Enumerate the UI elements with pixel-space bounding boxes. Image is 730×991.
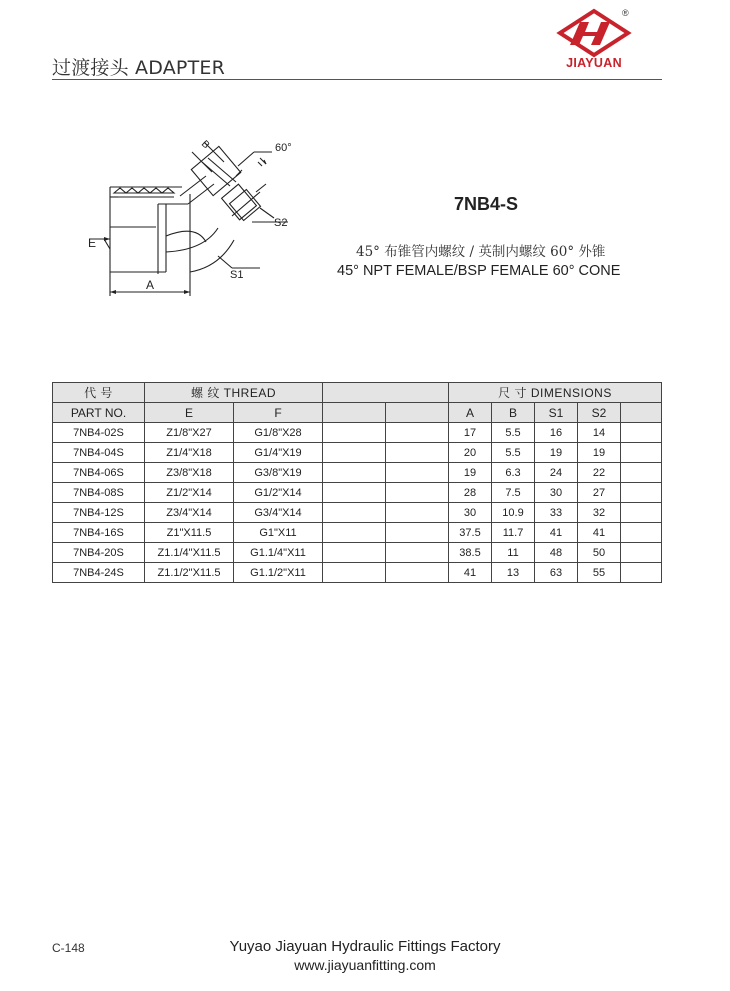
cell-e: Z1/4"X18: [145, 443, 234, 463]
cell-s1: 41: [535, 523, 578, 543]
cell-a: 17: [449, 423, 492, 443]
cell-part: 7NB4-02S: [53, 423, 145, 443]
header-col-e: E: [145, 403, 234, 423]
cell-part: 7NB4-16S: [53, 523, 145, 543]
cell-e: Z1"X11.5: [145, 523, 234, 543]
header-col-b: B: [492, 403, 535, 423]
cell-blank: [621, 443, 662, 463]
cell-blank: [386, 423, 449, 443]
cell-part: 7NB4-24S: [53, 563, 145, 583]
cell-b: 7.5: [492, 483, 535, 503]
cell-blank: [621, 483, 662, 503]
table-row: [53, 543, 662, 563]
cell-s2: 27: [578, 483, 621, 503]
cell-b: 5.5: [492, 423, 535, 443]
cell-b: 11: [492, 543, 535, 563]
cell-s1: 63: [535, 563, 578, 583]
cell-b: 6.3: [492, 463, 535, 483]
dim-b-label: B: [198, 138, 212, 152]
cell-part: 7NB4-06S: [53, 463, 145, 483]
header-blank-cell: [323, 403, 386, 423]
cell-blank: [323, 563, 386, 583]
table-header-row-2: [53, 403, 662, 423]
fitting-technical-drawing: [84, 132, 314, 302]
cell-f: G1/4"X19: [234, 443, 323, 463]
logo-text: JIAYUAN: [566, 56, 622, 70]
page-number: C-148: [52, 941, 85, 955]
cell-blank: [621, 563, 662, 583]
cell-s1: 30: [535, 483, 578, 503]
table-header-row-1: [53, 383, 662, 403]
cell-f: G1.1/4"X11: [234, 543, 323, 563]
header-col-f: F: [234, 403, 323, 423]
cell-a: 41: [449, 563, 492, 583]
cell-s2: 41: [578, 523, 621, 543]
header-part-no: PART NO.: [53, 403, 145, 423]
footer-company: Yuyao Jiayuan Hydraulic Fittings Factory: [229, 938, 501, 955]
cell-e: Z1/2"X14: [145, 483, 234, 503]
spec-table-body: [53, 423, 662, 583]
dim-s1-label: S1: [230, 269, 244, 281]
cell-part: 7NB4-04S: [53, 443, 145, 463]
cell-a: 30: [449, 503, 492, 523]
header-blank-cell: [621, 403, 662, 423]
cell-s1: 48: [535, 543, 578, 563]
cell-blank: [323, 503, 386, 523]
jiayuan-logo: [556, 8, 632, 76]
cell-b: 10.9: [492, 503, 535, 523]
cell-s1: 24: [535, 463, 578, 483]
cell-part: 7NB4-12S: [53, 503, 145, 523]
cell-e: Z3/4"X14: [145, 503, 234, 523]
cell-s1: 33: [535, 503, 578, 523]
cell-f: G1"X11: [234, 523, 323, 543]
cell-blank: [621, 543, 662, 563]
table-row: [53, 423, 662, 443]
table-row: [53, 563, 662, 583]
cell-blank: [323, 423, 386, 443]
cell-s2: 22: [578, 463, 621, 483]
cell-s2: 32: [578, 503, 621, 523]
cell-blank: [386, 463, 449, 483]
cell-a: 19: [449, 463, 492, 483]
cell-blank: [621, 503, 662, 523]
header-blank: [323, 383, 449, 403]
spec-table: [52, 382, 662, 583]
cell-blank: [323, 523, 386, 543]
cell-blank: [386, 563, 449, 583]
table-row: [53, 523, 662, 543]
table-row: [53, 443, 662, 463]
cell-f: G3/4"X14: [234, 503, 323, 523]
dim-e-label: E: [88, 236, 97, 250]
header-part-cn: 代 号: [53, 383, 145, 403]
cell-blank: [386, 543, 449, 563]
page-title: 过渡接头 ADAPTER: [52, 57, 226, 79]
header-blank-cell: [386, 403, 449, 423]
cell-blank: [323, 483, 386, 503]
cell-s2: 55: [578, 563, 621, 583]
cell-part: 7NB4-08S: [53, 483, 145, 503]
cell-blank: [323, 443, 386, 463]
cell-s2: 19: [578, 443, 621, 463]
cell-s2: 50: [578, 543, 621, 563]
product-description-en: 45° NPT FEMALE/BSP FEMALE 60° CONE: [337, 263, 621, 279]
cell-f: G1/8"X28: [234, 423, 323, 443]
cell-e: Z1.1/4"X11.5: [145, 543, 234, 563]
table-row: [53, 483, 662, 503]
product-code: 7NB4-S: [454, 194, 519, 214]
angle-label: 60°: [275, 142, 292, 154]
cell-blank: [386, 443, 449, 463]
cell-e: Z3/8"X18: [145, 463, 234, 483]
cell-blank: [386, 483, 449, 503]
cell-b: 5.5: [492, 443, 535, 463]
header-col-s2: S2: [578, 403, 621, 423]
header-col-s1: S1: [535, 403, 578, 423]
table-row: [53, 463, 662, 483]
logo-mark-icon: [556, 8, 632, 58]
cell-f: G3/8"X19: [234, 463, 323, 483]
cell-f: G1.1/2"X11: [234, 563, 323, 583]
cell-blank: [386, 523, 449, 543]
registered-mark: ®: [622, 8, 629, 18]
cell-e: Z1.1/2"X11.5: [145, 563, 234, 583]
footer-url: www.jiayuanfitting.com: [294, 957, 436, 973]
cell-blank: [386, 503, 449, 523]
dim-a-label: A: [146, 278, 155, 292]
cell-s1: 16: [535, 423, 578, 443]
cell-s2: 14: [578, 423, 621, 443]
cell-part: 7NB4-20S: [53, 543, 145, 563]
cell-blank: [323, 543, 386, 563]
cell-blank: [621, 523, 662, 543]
cell-a: 37.5: [449, 523, 492, 543]
product-description-cn: 45° 布锥管内螺纹 / 英制内螺纹 60° 外锥: [356, 244, 606, 260]
cell-a: 20: [449, 443, 492, 463]
cell-blank: [323, 463, 386, 483]
table-row: [53, 503, 662, 523]
header-col-a: A: [449, 403, 492, 423]
cell-b: 11.7: [492, 523, 535, 543]
dim-s2-label: S2: [274, 217, 288, 229]
cell-a: 28: [449, 483, 492, 503]
header-thread: 螺 纹 THREAD: [145, 383, 323, 403]
header-dimensions: 尺 寸 DIMENSIONS: [449, 383, 662, 403]
cell-b: 13: [492, 563, 535, 583]
cell-f: G1/2"X14: [234, 483, 323, 503]
cell-a: 38.5: [449, 543, 492, 563]
header-divider: [52, 79, 662, 80]
cell-s1: 19: [535, 443, 578, 463]
cell-blank: [621, 423, 662, 443]
cell-blank: [621, 463, 662, 483]
cell-e: Z1/8"X27: [145, 423, 234, 443]
